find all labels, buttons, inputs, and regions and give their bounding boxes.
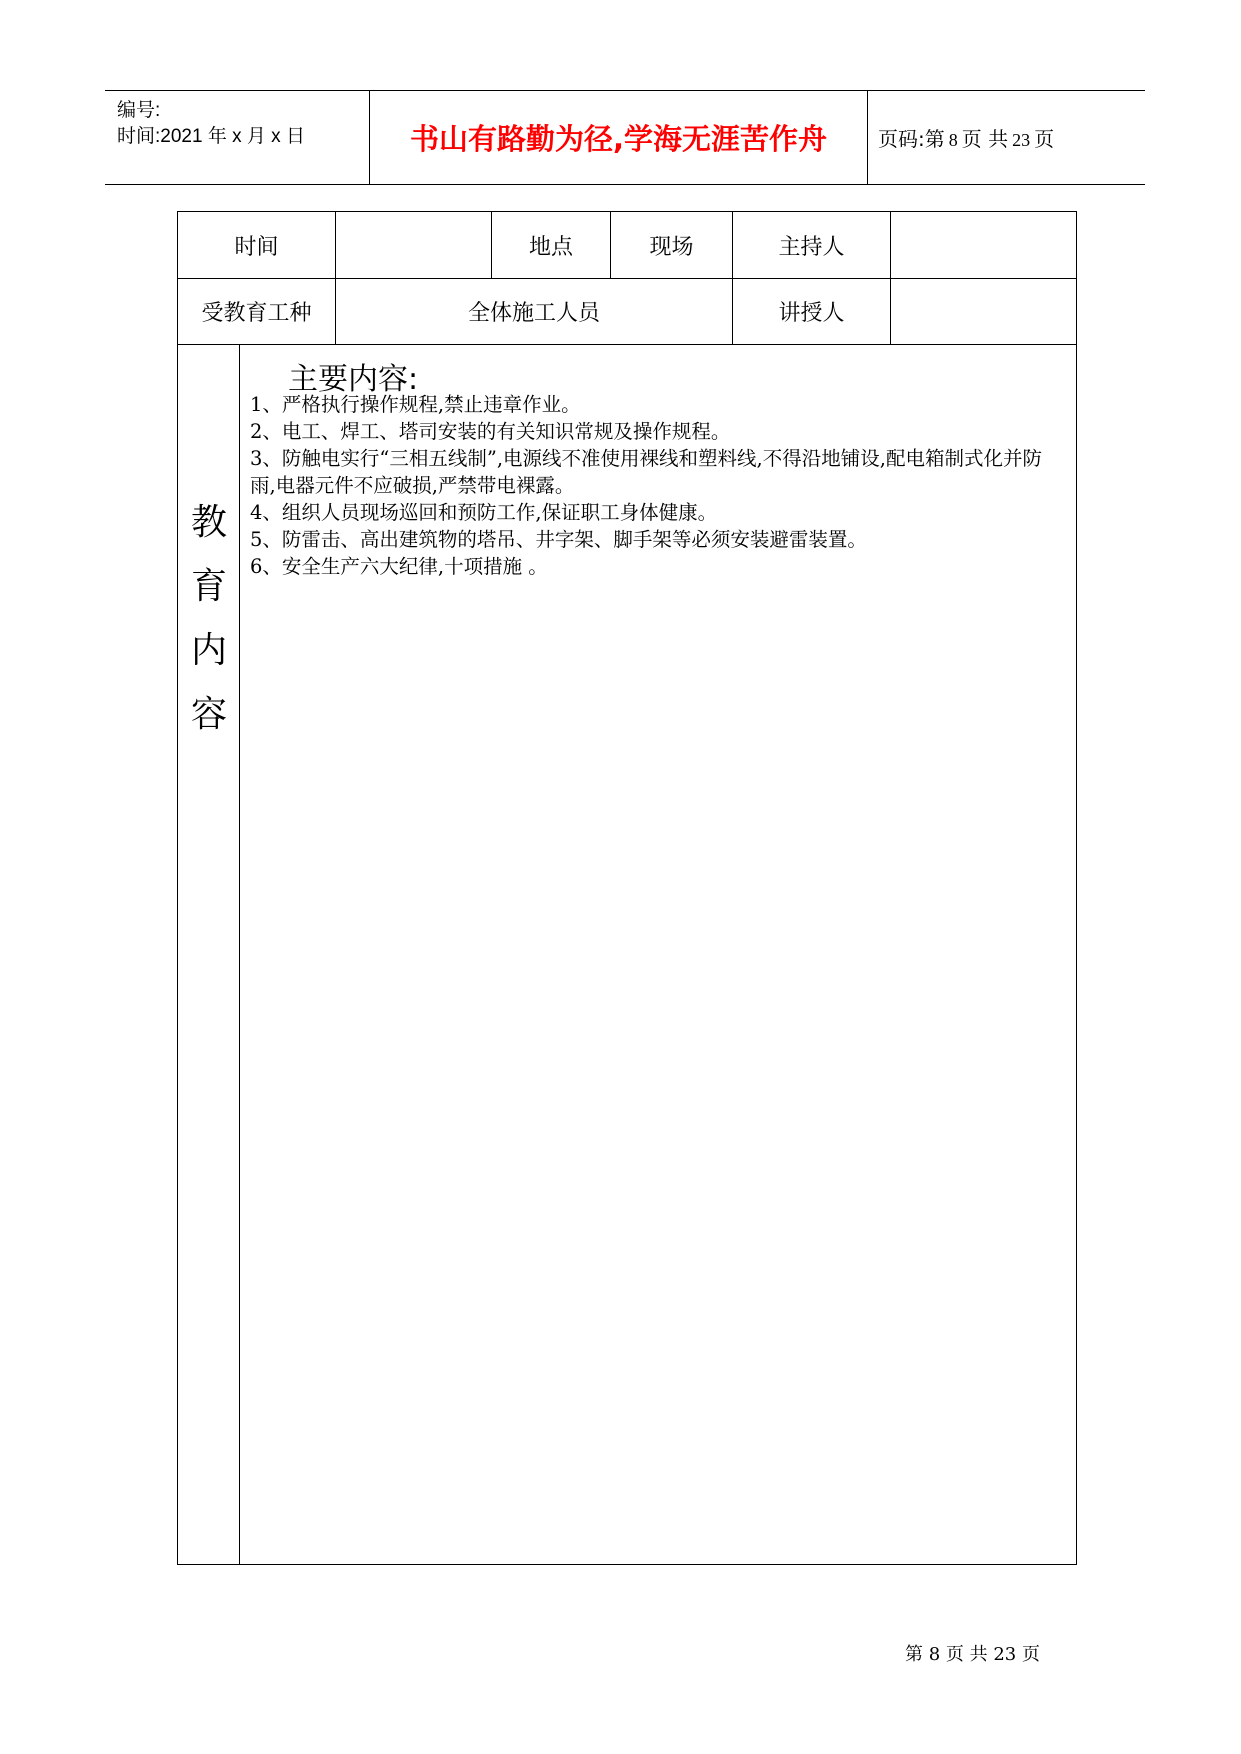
education-content-label <box>178 346 240 1564</box>
time-value-cell[interactable] <box>336 212 491 278</box>
section-title-char: 育 <box>190 566 227 607</box>
list-item: 1、严格执行操作规程,禁止违章作业。 <box>250 393 581 416</box>
host-label-cell: 主持人 <box>778 234 845 260</box>
lecturer-value-cell[interactable] <box>891 279 1076 344</box>
page-mid: 页 共 <box>961 127 1009 151</box>
host-value-cell[interactable] <box>891 212 1076 278</box>
header-motto-cell <box>370 91 868 184</box>
serial-label: 编号: <box>117 100 161 121</box>
list-item: 5、防雷击、高出建筑物的塔吊、井字架、脚手架等必须安装避雷装置。 <box>250 528 867 551</box>
time-label-cell: 时间 <box>234 234 279 260</box>
location-label-cell: 地点 <box>528 234 573 260</box>
list-item: 4、组织人员现场巡回和预防工作,保证职工身体健康。 <box>250 501 718 524</box>
page-prefix: 页码:第 <box>878 127 945 151</box>
page-indicator <box>878 123 1054 152</box>
motto-text: 书山有路勤为径,学海无涯苦作舟 <box>409 122 828 156</box>
section-title-char: 容 <box>190 694 227 735</box>
page-footer: 第 8 页 共 23 页 <box>905 1644 1040 1665</box>
education-content-cell[interactable] <box>240 346 1076 1564</box>
location-value-cell[interactable]: 现场 <box>649 234 694 260</box>
time-label: 时间:2021 年 x 月 x 日 <box>117 126 305 147</box>
document-header <box>105 90 1145 185</box>
page-total: 23 <box>1012 130 1031 150</box>
row-divider <box>178 344 1076 345</box>
header-page-cell <box>868 91 1145 184</box>
lecturer-label-cell: 讲授人 <box>778 301 845 326</box>
content-list <box>250 391 1066 580</box>
trainee-label-cell: 受教育工种 <box>201 301 312 326</box>
trainee-value-cell[interactable]: 全体施工人员 <box>467 301 600 326</box>
content-title: 主要内容: <box>288 362 419 397</box>
list-item: 3、防触电实行“三相五线制”,电源线不准使用裸线和塑料线,不得沿地铺设,配电箱制式化并防雨,电器元件不应破损,严禁带电裸露。 <box>250 447 1042 497</box>
list-item: 6、安全生产六大纪律,十项措施 。 <box>250 555 548 578</box>
section-title-char: 教 <box>190 502 227 543</box>
training-record-table <box>177 211 1077 1565</box>
page-number: 8 <box>948 130 958 150</box>
header-meta <box>105 91 370 184</box>
page-suffix: 页 <box>1034 127 1055 151</box>
section-title-char: 内 <box>190 630 227 671</box>
list-item: 2、电工、焊工、塔司安装的有关知识常规及操作规程。 <box>250 420 731 443</box>
